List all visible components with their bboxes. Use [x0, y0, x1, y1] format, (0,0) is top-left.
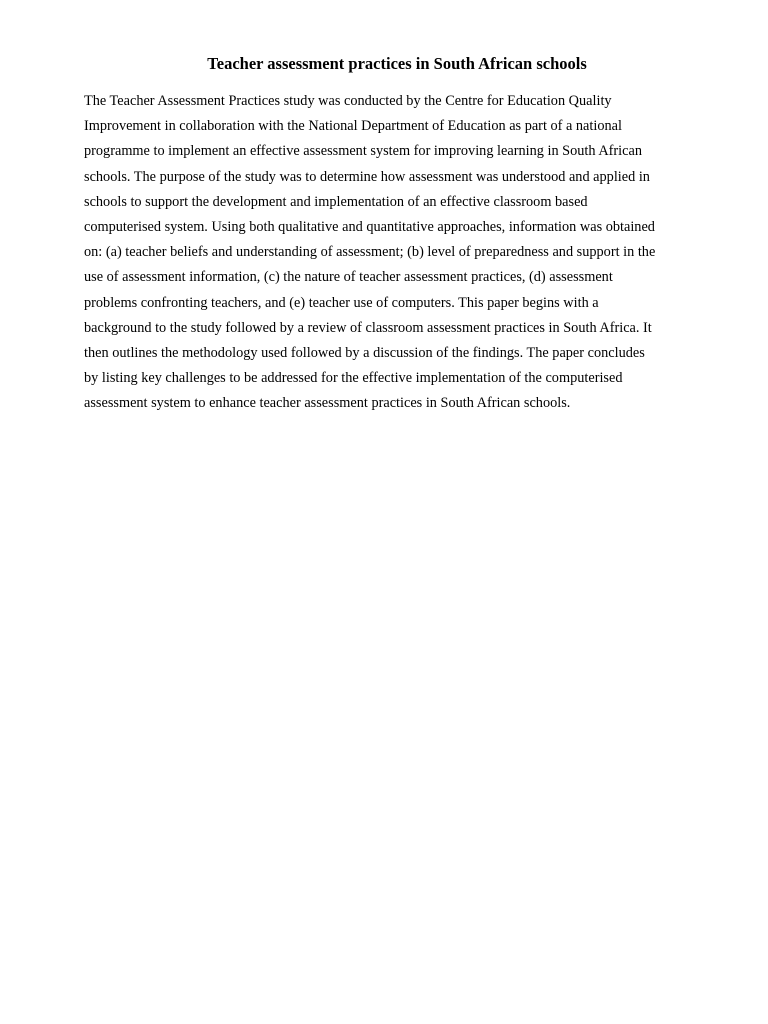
- abstract-line: The Teacher Assessment Practices study was conducted by the Centre for Education Quality: [84, 93, 612, 109]
- abstract-line: schools to support the development and implementation of an effective classroom based: [84, 193, 588, 210]
- abstract-line: computerised system. Using both qualitative and quantitative approaches, information was obtained: [84, 219, 655, 236]
- document-title: Teacher assessment practices in South African schools: [207, 54, 587, 73]
- abstract-line: schools. The purpose of the study was to determine how assessment was understood and applied in: [84, 168, 650, 185]
- abstract-line: then outlines the methodology used followed by a discussion of the findings. The paper concludes: [84, 345, 645, 362]
- abstract-line: use of assessment information, (c) the nature of teacher assessment practices, (d) assessment: [84, 269, 613, 286]
- abstract-line: by listing key challenges to be addressed for the effective implementation of the computerised: [84, 370, 623, 387]
- abstract-line: Improvement in collaboration with the National Department of Education as part of a national: [84, 118, 622, 135]
- abstract-line: problems confronting teachers, and (e) teacher use of computers. This paper begins with a: [84, 294, 599, 311]
- abstract-line: on: (a) teacher beliefs and understanding of assessment; (b) level of preparedness and support in the: [84, 244, 656, 261]
- abstract-line: background to the study followed by a review of classroom assessment practices in South Africa. It: [84, 319, 652, 336]
- abstract-line: assessment system to enhance teacher assessment practices in South African schools.: [84, 395, 571, 412]
- abstract-line: programme to implement an effective assessment system for improving learning in South African: [84, 143, 642, 160]
- abstract-paragraph: [84, 89, 724, 417]
